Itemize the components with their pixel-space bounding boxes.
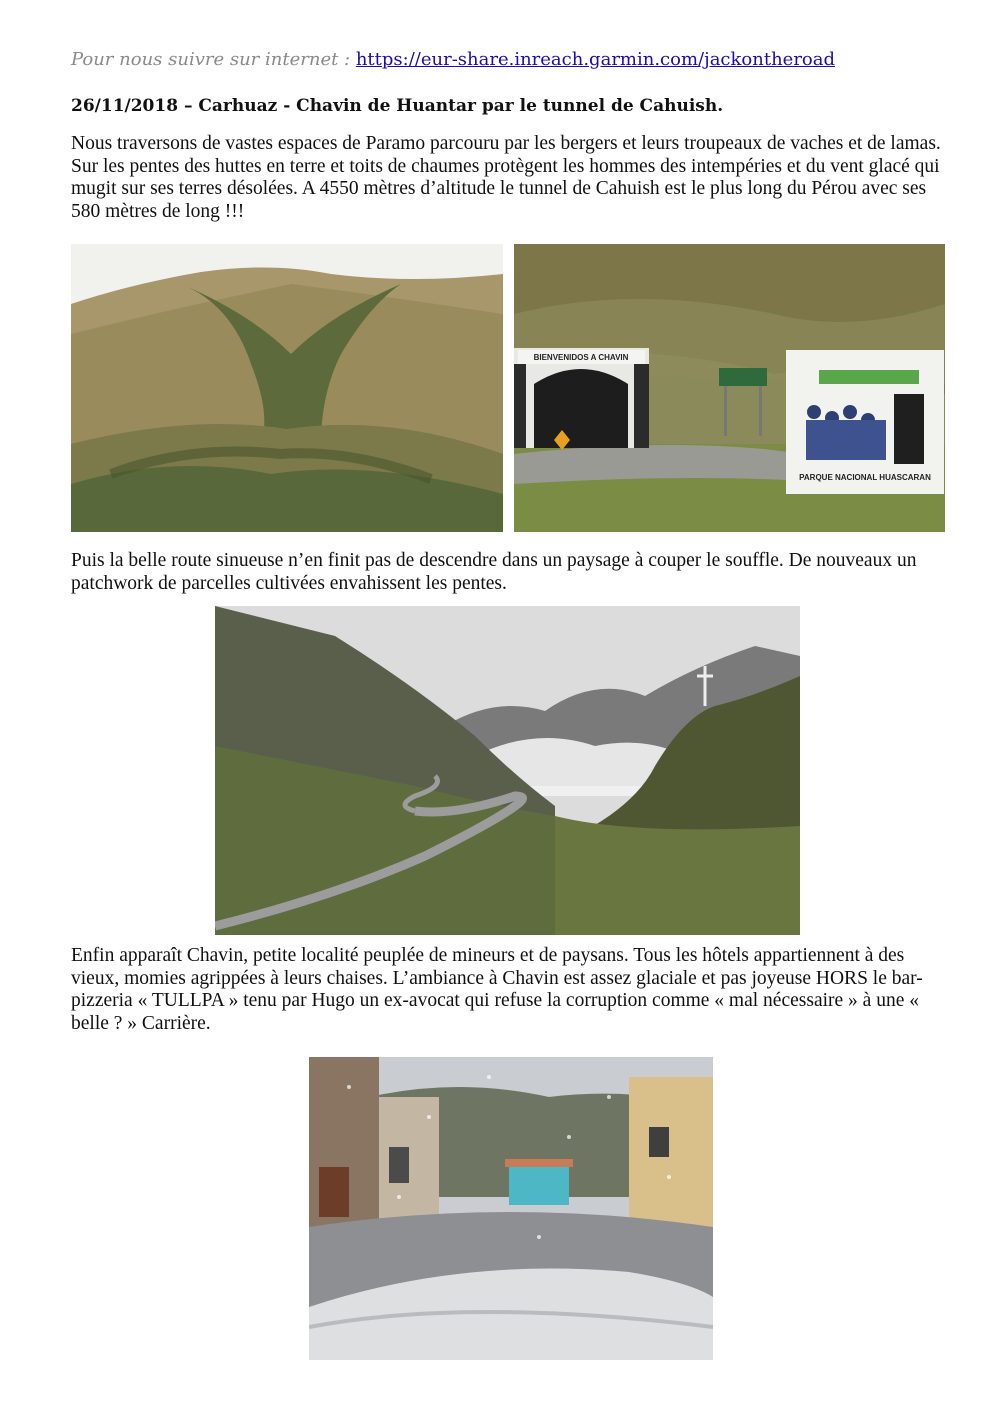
winding-road-photo: [215, 606, 800, 935]
mountain-valley-photo: [71, 244, 503, 532]
follow-line: [71, 48, 835, 72]
follow-label: Pour nous suivre sur internet :: [71, 49, 356, 70]
paragraph-paramo: Nous traversons de vastes espaces de Paramo parcouru par les bergers et leurs troupeaux de vaches et de lamas. Sur les pentes des huttes en terre et toits de chaumes protègent les hommes des intempéries et du vent glacé qui mugit sur ses terres désolées. A 4550 mètres d’altitude le tunnel de Cahuish est le plus long du Pérou avec ses 580 mètres de long !!!: [71, 133, 941, 222]
paragraph-route: Puis la belle route sinueuse n’en finit pas de descendre dans un paysage à couper le souffle. De nouveaux un patchwork de parcelles cultivées envahissent les pentes.: [71, 550, 917, 594]
paragraph-chavin: Enfin apparaît Chavin, petite localité peuplée de mineurs et de paysans. Tous les hôtels appartiennent à des vieux, momies agrippées à leurs chaises. L’ambiance à Chavin est assez glaciale et pas joyeuse HORS le bar-pizzeria « TULLPA » tenu par Hugo un ex-avocat qui refuse la corruption comme « mal nécessaire » à une « belle ? » Carrière.: [71, 945, 923, 1034]
tracking-link[interactable]: https://eur-share.inreach.garmin.com/jackontheroad: [355, 49, 836, 70]
tunnel-entrance-photo: [514, 244, 945, 532]
tunnel-sign-text: BIENVENIDOS A CHAVIN: [533, 353, 629, 362]
entry-title: 26/11/2018 – Carhuaz - Chavin de Huantar par le tunnel de Cahuish.: [71, 96, 724, 116]
park-sign-text: PARQUE NACIONAL HUASCARAN: [799, 473, 931, 482]
rainy-street-photo: [309, 1057, 713, 1360]
